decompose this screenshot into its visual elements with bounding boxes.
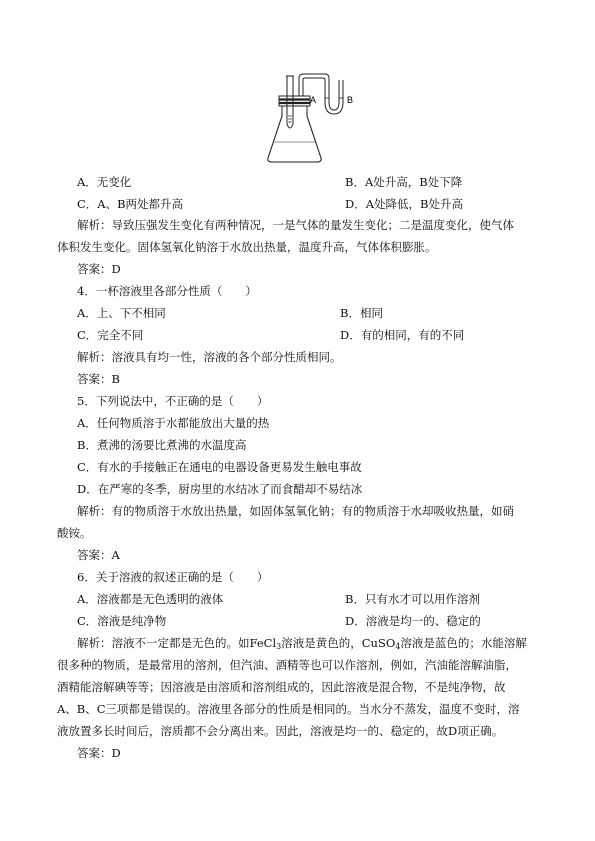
apparatus-figure [262, 72, 362, 168]
q6-option-a: A．溶液都是无色透明的液体 [77, 592, 224, 606]
q3-analysis-line1: 解析：导致压强发生变化有两种情况，一是气体的量发生变化；二是温度变化，使气体 [77, 218, 514, 232]
q3-option-a: A．无变化 [77, 175, 132, 189]
q6-analysis-line3: 酒精能溶解碘等等；因溶液是由溶质和溶剂组成的，因此溶液是混合物，不是纯净物，故 [57, 680, 506, 694]
q5-option-b: B．煮沸的汤要比煮沸的水温度高 [77, 438, 247, 452]
q5-analysis-line2: 酸铵。 [57, 526, 92, 540]
q5-stem: 5．下列说法中，不正确的是（ ） [77, 394, 269, 408]
q4-answer: 答案：B [77, 372, 120, 386]
q6-option-c: C．溶液是纯净物 [77, 614, 167, 628]
q4-option-a: A．上、下不相同 [77, 306, 166, 320]
q6-answer: 答案：D [77, 746, 121, 760]
q6-analysis-line1: 解析：溶液不一定都是无色的。如FeCl$_3$溶液是黄色的，CuSO$_4$溶液是蓝色的；水能溶解 [77, 636, 527, 651]
q3-answer: 答案：D [77, 262, 121, 276]
q4-option-c: C．完全不同 [77, 328, 144, 342]
q5-analysis-line1: 解析：有的物质溶于水放出热量，如固体氢氧化钠；有的物质溶于水却吸收热量，如硝 [77, 504, 514, 518]
label-a: A [310, 95, 317, 105]
label-b: B [347, 95, 354, 105]
q4-option-b: B．相同 [340, 306, 383, 320]
q4-option-d: D．有的相同，有的不同 [340, 328, 465, 342]
q4-stem: 4．一杯溶液里各部分性质（ ） [77, 284, 257, 298]
q4-analysis: 解析：溶液具有均一性，溶液的各个部分性质相同。 [77, 350, 342, 364]
q3-option-b: B．A处升高，B处下降 [345, 175, 463, 189]
q5-option-c: C．有水的手接触正在通电的电器设备更易发生触电事故 [77, 460, 362, 474]
q6-analysis-line4: A、B、C三项都是错误的。溶液里各部分的性质是相同的。当水分不蒸发，温度不变时，溶 [57, 702, 520, 716]
q3-analysis-line2: 体积发生变化。固体氢氧化钠溶于水放出热量，温度升高，气体体积膨胀。 [57, 240, 437, 254]
q3-option-d: D．A处降低，B处升高 [345, 197, 463, 211]
q6-analysis-line2: 很多种的物质，是最常用的溶剂，但汽油、酒精等也可以作溶剂，例如，汽油能溶解油脂， [57, 658, 517, 672]
q6-option-b: B．只有水才可以用作溶剂 [345, 592, 480, 606]
q3-option-c: C．A、B两处都升高 [77, 197, 184, 211]
q5-option-a: A．任何物质溶于水都能放出大量的热 [77, 416, 270, 430]
rubber-stopper [279, 96, 310, 106]
q5-option-d: D．在严寒的冬季，厨房里的水结冰了而食醋却不易结冰 [77, 482, 363, 496]
q6-option-d: D．溶液是均一的、稳定的 [345, 614, 481, 628]
q6-analysis-line5: 液放置多长时间后，溶质都不会分离出来。因此，溶液是均一的、稳定的，故D项正确。 [57, 724, 504, 738]
q5-answer: 答案：A [77, 548, 120, 562]
q6-stem: 6．关于溶液的叙述正确的是（ ） [77, 570, 269, 584]
conical-flask [268, 112, 321, 162]
